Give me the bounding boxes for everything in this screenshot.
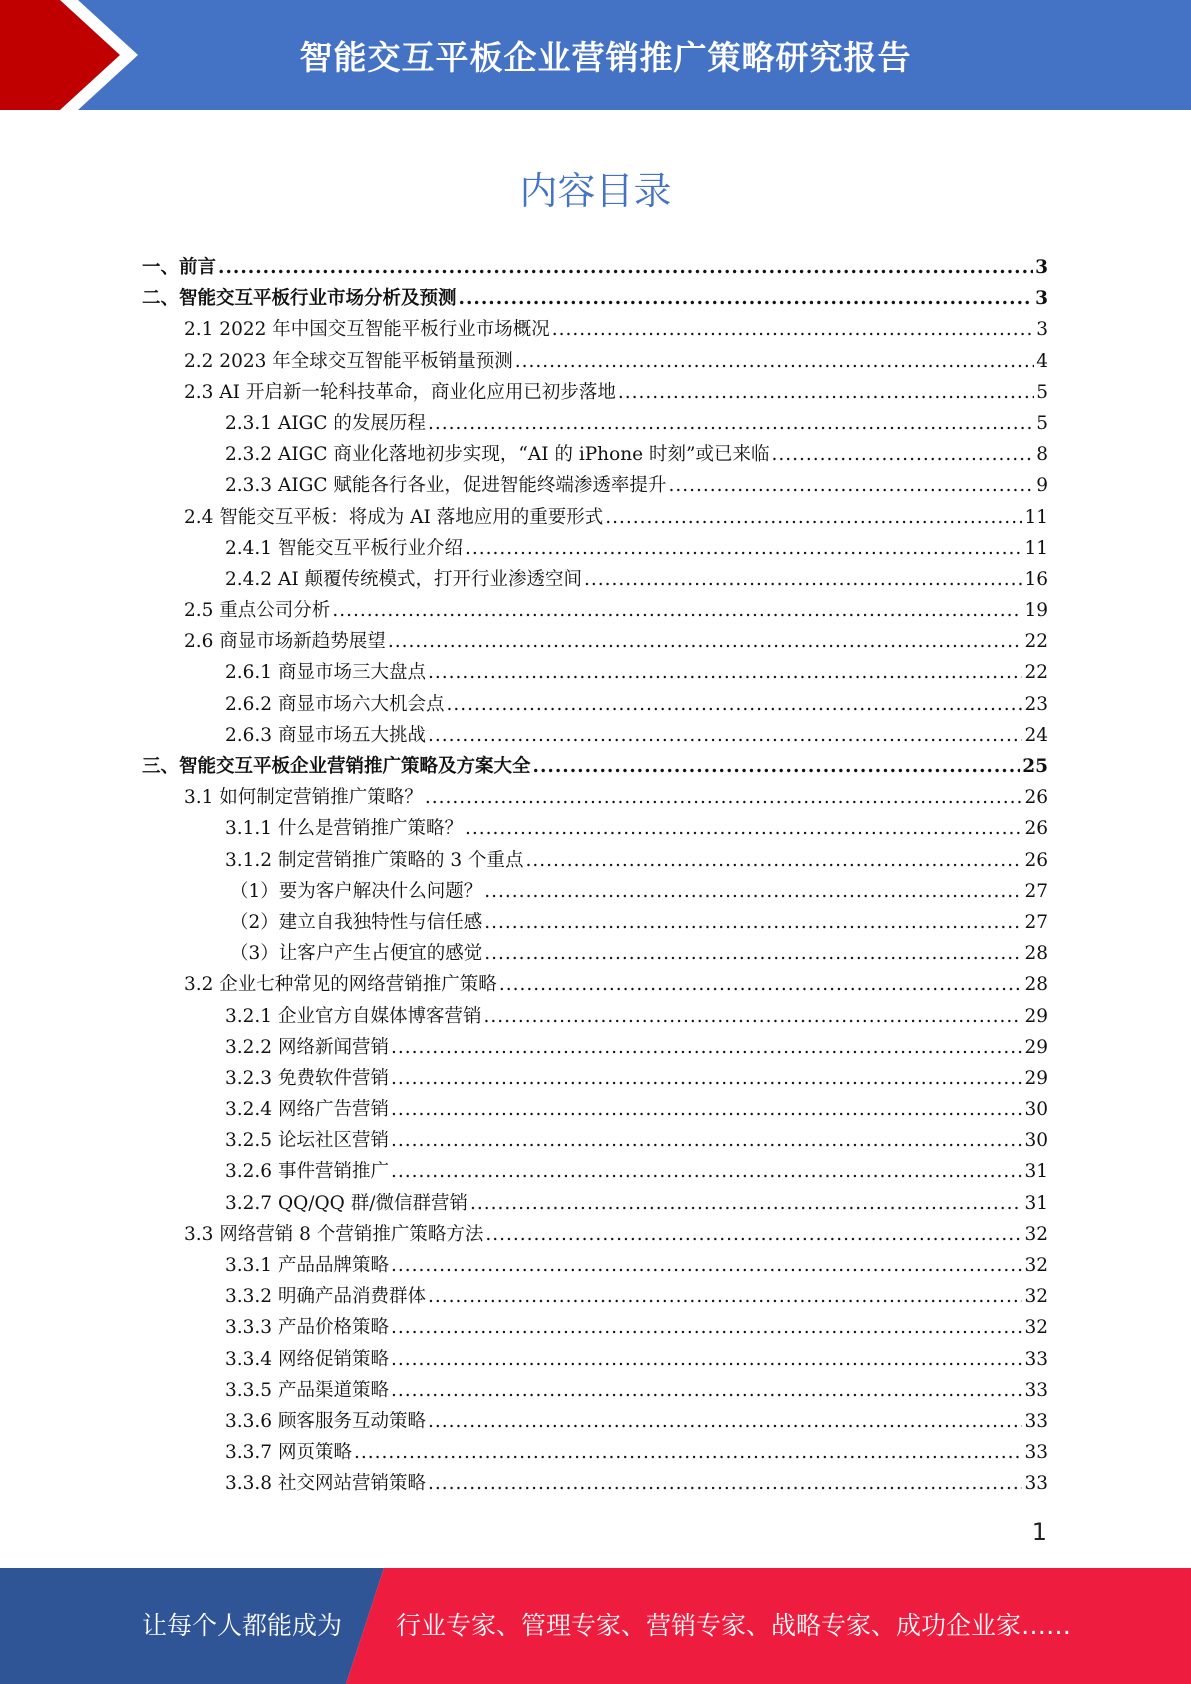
toc-entry-page: 33 [1024,1473,1048,1495]
toc-entry[interactable] [142,938,1048,969]
toc-entry-title: 3.1 如何制定营销推广策略？ [184,787,423,809]
toc-entry[interactable] [142,689,1048,720]
toc-leader-dots [605,502,1022,533]
toc-entry[interactable] [142,1125,1048,1156]
toc-entry-page: 32 [1024,1223,1048,1245]
toc-entry-page: 11 [1024,537,1048,559]
toc-entry-title: 3.3.2 明确产品消费群体 [225,1286,426,1308]
toc-entry-title: 2.6 商显市场新趋势展望 [184,631,386,653]
toc-leader-dots [388,626,1023,657]
toc-entry-title: 2.2 2023 年全球交互智能平板销量预测 [184,350,513,372]
page-number: 1 [1031,1518,1047,1546]
toc-entry[interactable] [142,595,1048,626]
toc-entry-page: 32 [1024,1317,1048,1339]
toc-entry-page: 33 [1024,1348,1048,1370]
toc-entry[interactable] [142,408,1048,439]
toc-entry-page: 33 [1024,1379,1048,1401]
toc-entry-title: 2.4 智能交互平板：将成为 AI 落地应用的重要形式 [184,506,604,528]
toc-entry-page: 32 [1024,1286,1048,1308]
toc-entry-page: 16 [1024,568,1048,590]
toc-entry-title: 2.3 AI 开启新一轮科技革命，商业化应用已初步落地 [184,381,616,403]
toc-entry-title: 一、前言 [142,257,217,278]
toc-leader-dots [470,1188,1022,1219]
toc-leader-dots [668,470,1034,501]
toc-entry-page: 26 [1024,818,1048,840]
toc-entry-title: 二、智能交互平板行业市场分析及预测 [142,288,457,310]
toc-leader-dots [515,346,1034,377]
toc-entry-page: 26 [1024,849,1048,871]
toc-leader-dots [218,252,1033,283]
toc-entry-page: 27 [1024,880,1048,902]
toc-entry-title: 3.2.4 网络广告营销 [225,1099,389,1121]
toc-leader-dots [428,1281,1022,1312]
toc-entry-page: 3 [1035,257,1048,278]
toc-entry[interactable] [142,907,1048,938]
toc-entry[interactable] [142,470,1048,501]
toc-entry[interactable] [142,533,1048,564]
toc-leader-dots [484,938,1022,969]
toc-leader-dots [391,1156,1022,1187]
toc-entry-title: 3.2.7 QQ/QQ 群/微信群营销 [225,1192,468,1214]
toc-entry[interactable] [142,657,1048,688]
toc-entry-page: 28 [1024,943,1048,965]
toc-entry-page: 22 [1024,631,1048,653]
toc-entry-title: 3.1.2 制定营销推广策略的 3 个重点 [225,849,524,871]
toc-entry[interactable] [142,876,1048,907]
toc-entry[interactable] [142,377,1048,408]
toc-leader-dots [391,1032,1022,1063]
toc-entry-page: 30 [1024,1099,1048,1121]
toc-entry[interactable] [142,751,1048,782]
toc-leader-dots [483,1001,1022,1032]
toc-leader-dots [428,720,1022,751]
toc-entry[interactable] [142,439,1048,470]
toc-entry-page: 4 [1036,350,1048,372]
toc-entry-title: 三、智能交互平板企业营销推广策略及方案大全 [142,756,531,777]
toc-leader-dots [459,283,1034,314]
toc-entry-page: 30 [1024,1130,1048,1152]
toc-entry[interactable] [142,1094,1048,1125]
toc-leader-dots [465,813,1022,844]
toc-entry[interactable] [142,1437,1048,1468]
toc-leader-dots [332,595,1022,626]
toc-entry-title: 2.6.3 商显市场五大挑战 [225,724,426,746]
header-banner [0,0,1191,110]
report-title: 智能交互平板企业营销推广策略研究报告 [299,37,912,77]
toc-entry-title: （2）建立自我独特性与信任感 [230,911,483,933]
toc-entry-page: 5 [1036,381,1048,403]
table-of-contents [142,252,1048,1500]
toc-entry-title: 3.3.5 产品渠道策略 [225,1379,389,1401]
toc-entry-title: 2.5 重点公司分析 [184,600,331,622]
toc-leader-dots [771,439,1034,470]
toc-entry[interactable] [142,346,1048,377]
toc-leader-dots [391,1344,1022,1375]
toc-entry-page: 32 [1024,1255,1048,1276]
toc-entry-title: 3.3.3 产品价格策略 [225,1317,389,1339]
toc-leader-dots [484,907,1022,938]
footer-slogan-right: 行业专家、管理专家、营销专家、战略专家、成功企业家…… [396,1611,1072,1640]
toc-entry-page: 11 [1024,506,1048,528]
toc-entry[interactable] [142,1001,1048,1032]
toc-entry-title: 3.1.1 什么是营销推广策略？ [225,818,463,840]
toc-leader-dots [526,845,1023,876]
toc-entry-title: 2.3.1 AIGC 的发展历程 [225,412,426,434]
toc-leader-dots [391,1125,1022,1156]
toc-entry[interactable] [142,626,1048,657]
toc-entry[interactable] [142,1406,1048,1437]
toc-entry-title: 2.4.1 智能交互平板行业介绍 [225,537,463,559]
toc-entry[interactable] [142,502,1048,533]
toc-entry-page: 31 [1024,1161,1048,1183]
toc-leader-dots [391,1250,1022,1281]
footer-banner [0,1568,1191,1684]
toc-entry-page: 3 [1035,288,1048,310]
toc-leader-dots [428,1406,1022,1437]
toc-entry-page: 26 [1024,787,1048,809]
toc-entry-page: 9 [1036,475,1048,497]
toc-entry-title: 3.3.1 产品品牌策略 [225,1255,389,1276]
toc-entry-page: 19 [1024,600,1048,622]
toc-entry-page: 29 [1024,1005,1048,1027]
toc-entry-title: 2.1 2022 年中国交互智能平板行业市场概况 [184,319,550,341]
toc-entry-title: 3.3.6 顾客服务互动策略 [225,1410,426,1432]
toc-entry[interactable] [142,1032,1048,1063]
toc-heading: 内容目录 [519,169,672,213]
toc-entry-page: 25 [1022,756,1048,777]
toc-entry[interactable] [142,720,1048,751]
toc-leader-dots [484,876,1022,907]
toc-entry[interactable] [142,1375,1048,1406]
toc-leader-dots [465,533,1022,564]
toc-entry-title: 2.4.2 AI 颠覆传统模式，打开行业渗透空间 [225,568,583,590]
toc-entry[interactable] [142,1156,1048,1187]
toc-entry-title: 3.2.6 事件营销推广 [225,1161,389,1183]
toc-entry-title: 3.2.2 网络新闻营销 [225,1036,389,1058]
toc-leader-dots [618,377,1034,408]
toc-leader-dots [391,1063,1022,1094]
toc-entry-page: 33 [1024,1410,1048,1432]
toc-entry-title: 3.3 网络营销 8 个营销推广策略方法 [184,1223,484,1245]
toc-entry[interactable] [142,1219,1048,1250]
toc-leader-dots [391,1312,1022,1343]
toc-entry-title: 3.2.3 免费软件营销 [225,1067,389,1089]
toc-entry-page: 23 [1024,693,1048,715]
toc-leader-dots [499,969,1023,1000]
toc-entry-page: 31 [1024,1192,1048,1214]
toc-leader-dots [446,689,1022,720]
toc-leader-dots [485,1219,1022,1250]
footer-slogan-left: 让每个人都能成为 [142,1611,343,1640]
toc-leader-dots [354,1437,1023,1468]
toc-entry[interactable] [142,564,1048,595]
toc-entry-page: 5 [1036,412,1048,434]
toc-entry-title: （3）让客户产生占便宜的感觉 [230,943,483,965]
toc-leader-dots [428,408,1034,439]
toc-entry-title: 3.3.8 社交网站营销策略 [225,1473,426,1495]
toc-entry-title: 3.2 企业七种常见的网络营销推广策略 [184,974,497,996]
toc-entry-title: 2.6.2 商显市场六大机会点 [225,693,445,715]
toc-entry-page: 33 [1024,1442,1048,1464]
toc-entry-title: 3.3.7 网页策略 [225,1442,352,1464]
toc-leader-dots [425,782,1023,813]
toc-entry-page: 27 [1024,911,1048,933]
toc-entry-page: 24 [1024,724,1048,746]
toc-entry-page: 29 [1024,1036,1048,1058]
toc-entry-title: 2.6.1 商显市场三大盘点 [225,662,426,684]
toc-entry[interactable] [142,969,1048,1000]
toc-entry[interactable] [142,845,1048,876]
toc-leader-dots [552,314,1034,345]
toc-entry[interactable] [142,1250,1048,1281]
toc-entry-title: 3.3.4 网络促销策略 [225,1348,389,1370]
toc-entry-page: 29 [1024,1067,1048,1089]
toc-entry[interactable] [142,1188,1048,1219]
toc-entry-title: 2.3.3 AIGC 赋能各行各业，促进智能终端渗透率提升 [225,475,667,497]
toc-entry[interactable] [142,1063,1048,1094]
toc-entry-page: 8 [1036,444,1048,466]
toc-entry-page: 3 [1036,319,1048,341]
toc-entry[interactable] [142,1312,1048,1343]
toc-leader-dots [584,564,1022,595]
toc-entry-page: 22 [1024,662,1048,684]
toc-entry[interactable] [142,252,1048,283]
toc-leader-dots [428,657,1022,688]
toc-entry[interactable] [142,1281,1048,1312]
toc-entry[interactable] [142,782,1048,813]
toc-entry[interactable] [142,314,1048,345]
toc-entry[interactable] [142,283,1048,314]
toc-entry-title: 3.2.1 企业官方自媒体博客营销 [225,1005,482,1027]
toc-leader-dots [391,1094,1022,1125]
toc-entry[interactable] [142,813,1048,844]
toc-entry-title: 3.2.5 论坛社区营销 [225,1130,389,1152]
toc-entry-title: （1）要为客户解决什么问题？ [230,880,483,902]
toc-entry[interactable] [142,1468,1048,1499]
toc-leader-dots [428,1468,1022,1499]
toc-entry-title: 2.3.2 AIGC 商业化落地初步实现，“AI 的 iPhone 时刻”或已来临 [225,444,770,466]
toc-leader-dots [391,1375,1022,1406]
toc-entry-page: 28 [1024,974,1048,996]
toc-entry[interactable] [142,1344,1048,1375]
toc-leader-dots [533,751,1021,782]
